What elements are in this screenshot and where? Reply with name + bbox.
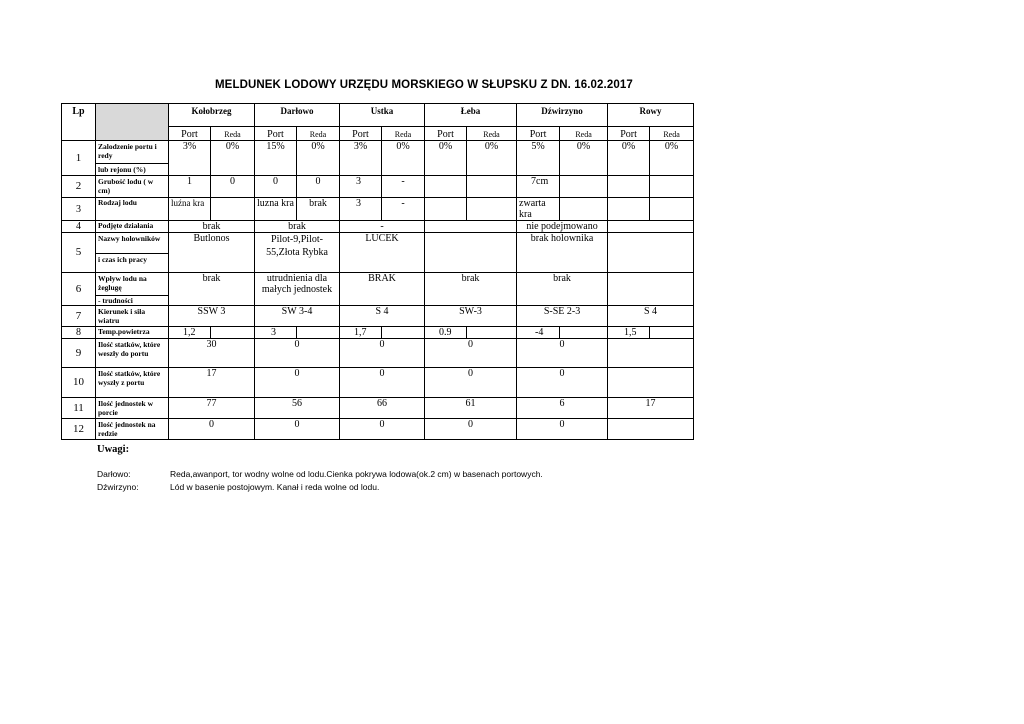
cell-location: 0 [340,339,425,368]
remark-line [97,482,380,492]
row-label [96,141,169,176]
cell-port: -4 [517,327,560,339]
cell-location [608,221,694,233]
cell-port: 3% [340,141,382,176]
reda-subheader: Reda [297,127,340,141]
cell-location: 0 [169,419,255,440]
row-number: 3 [62,198,96,221]
row-number: 9 [62,339,96,368]
cell-reda: brak [297,198,340,221]
cell-reda [211,327,255,339]
cell-reda: 0% [382,141,425,176]
cell-location: 0 [517,419,608,440]
reda-subheader: Reda [211,127,255,141]
cell-location [608,368,694,398]
cell-location: brak [517,273,608,306]
cell-location: 0 [425,368,517,398]
cell-reda [467,327,517,339]
cell-reda: 0% [297,141,340,176]
cell-reda [560,198,608,221]
cell-reda: 0 [211,176,255,198]
row-label [96,233,169,273]
table-row [62,327,694,339]
cell-reda: - [382,176,425,198]
row-number: 7 [62,306,96,327]
cell-reda [467,176,517,198]
cell-reda [650,327,694,339]
location-header: Łeba [425,104,517,127]
cell-reda: 0% [211,141,255,176]
row-number: 5 [62,233,96,273]
row-label-main: Nazwy holowników [98,234,161,243]
reda-subheader: Reda [382,127,425,141]
row-number: 6 [62,273,96,306]
location-header: Kołobrzeg [169,104,255,127]
cell-port: 0% [425,141,467,176]
table-row [62,306,694,327]
cell-location: nie podejmowano [517,221,608,233]
cell-location: brak [169,273,255,306]
cell-location: 0 [517,339,608,368]
cell-location: SW-3 [425,306,517,327]
cell-reda [650,198,694,221]
cell-port: 3 [340,198,382,221]
cell-port: 5% [517,141,560,176]
row-label: Ilość jednostek w porcie [96,398,169,419]
cell-location: utrudnienia dla małych jednostek [255,273,340,306]
cell-location: BRAK [340,273,425,306]
remark-line [97,469,543,479]
location-header: Dźwirzyno [517,104,608,127]
cell-port: 1,7 [340,327,382,339]
cell-location: brak holownika [517,233,608,273]
cell-location: brak [425,273,517,306]
port-subheader: Port [517,127,560,141]
cell-location [608,273,694,306]
cell-port: 0 [255,176,297,198]
row-label [96,273,169,306]
row-label: Podjęte działania [96,221,169,233]
cell-location: SSW 3 [169,306,255,327]
location-header: Ustka [340,104,425,127]
table-row [62,176,694,198]
cell-location [425,233,517,273]
remark-text: Lód w basenie postojowym. Kanał i reda wolne od lodu. [170,482,380,492]
reda-subheader: Reda [650,127,694,141]
cell-port: 1,2 [169,327,211,339]
port-subheader: Port [425,127,467,141]
cell-reda [560,176,608,198]
lp-header: Lp [62,104,96,141]
cell-location: 56 [255,398,340,419]
cell-port [425,176,467,198]
port-subheader: Port [169,127,211,141]
row-label-sub: i czas ich pracy [96,253,168,265]
cell-port [608,198,650,221]
cell-location: brak [255,221,340,233]
cell-location: S 4 [340,306,425,327]
cell-location: LUCEK [340,233,425,273]
table-row [62,339,694,368]
row-label-sub: lub rejonu (%) [96,163,168,175]
cell-port: 1,5 [608,327,650,339]
row-number: 12 [62,419,96,440]
cell-location: Butlonos [169,233,255,273]
row-number: 4 [62,221,96,233]
cell-location: 17 [608,398,694,419]
cell-reda: 0% [650,141,694,176]
row-number: 10 [62,368,96,398]
cell-port: 15% [255,141,297,176]
cell-port: 0% [608,141,650,176]
table-row [62,141,694,176]
row-label: Grubość lodu ( w cm) [96,176,169,198]
cell-reda [297,327,340,339]
cell-location: 61 [425,398,517,419]
cell-location [608,233,694,273]
location-header: Rowy [608,104,694,127]
port-subheader: Port [608,127,650,141]
remark-place: Dźwirzyno: [97,482,139,492]
cell-port: zwarta kra [517,198,560,221]
port-subheader: Port [340,127,382,141]
cell-port: 7cm [517,176,560,198]
cell-location: 77 [169,398,255,419]
remark-text: Reda,awanport, tor wodny wolne od lodu.Cienka pokrywa lodowa(ok.2 cm) w basenach portowych. [170,469,543,479]
label-header-cell [96,104,169,141]
cell-location [608,339,694,368]
cell-location: SW 3-4 [255,306,340,327]
row-label: Rodzaj lodu [96,198,169,221]
cell-location: 0 [255,368,340,398]
cell-reda [650,176,694,198]
remark-place: Darłowo: [97,469,131,479]
report-title: MELDUNEK LODOWY URZĘDU MORSKIEGO W SŁUPSKU Z DN. 16.02.2017 [215,79,633,91]
port-subheader: Port [255,127,297,141]
cell-location: brak [169,221,255,233]
cell-port: luźna kra [169,198,211,221]
cell-location: 0 [255,339,340,368]
cell-port [425,198,467,221]
table-row [62,398,694,419]
cell-location: - [340,221,425,233]
location-header: Darłowo [255,104,340,127]
cell-location [425,221,517,233]
row-number: 11 [62,398,96,419]
row-number: 2 [62,176,96,198]
cell-location: S 4 [608,306,694,327]
cell-reda [560,327,608,339]
cell-port: 3 [340,176,382,198]
cell-reda: - [382,198,425,221]
row-label-main: Wpływ lodu na żeglugę [98,274,147,292]
cell-reda [467,198,517,221]
cell-location: 17 [169,368,255,398]
cell-reda [382,327,425,339]
row-label-main: Zalodzenie portu i redy [98,142,157,160]
cell-reda [211,198,255,221]
cell-port: 3% [169,141,211,176]
cell-location: S-SE 2-3 [517,306,608,327]
cell-location: Pilot-9,Pilot-55,Złota Rybka [255,233,340,273]
row-label: Ilość jednostek na redzie [96,419,169,440]
cell-location: 6 [517,398,608,419]
row-label: Kierunek i siła wiatru [96,306,169,327]
cell-reda: 0% [560,141,608,176]
row-number: 1 [62,141,96,176]
cell-location: 0 [340,419,425,440]
row-label: Temp.powietrza [96,327,169,339]
cell-location: 66 [340,398,425,419]
cell-port: 0.9 [425,327,467,339]
row-number: 8 [62,327,96,339]
table-row [62,419,694,440]
table-row [62,273,694,306]
row-label-sub: - trudności [96,295,168,305]
row-label: Ilość statków, które weszły do portu [96,339,169,368]
cell-location: 0 [425,339,517,368]
cell-port: luzna kra [255,198,297,221]
table-row [62,221,694,233]
cell-port [608,176,650,198]
cell-reda: 0% [467,141,517,176]
cell-reda: 0 [297,176,340,198]
cell-port: 1 [169,176,211,198]
cell-location: 0 [255,419,340,440]
reda-subheader: Reda [560,127,608,141]
header-row [62,104,694,127]
ice-report-table [61,103,694,440]
cell-location [608,419,694,440]
table-row [62,368,694,398]
table-row [62,233,694,273]
cell-location: 30 [169,339,255,368]
table-row [62,198,694,221]
cell-location: 0 [340,368,425,398]
cell-location: 0 [517,368,608,398]
cell-location: 0 [425,419,517,440]
row-label: Ilość statków, które wyszły z portu [96,368,169,398]
remarks-heading: Uwagi: [97,444,130,455]
reda-subheader: Reda [467,127,517,141]
cell-port: 3 [255,327,297,339]
